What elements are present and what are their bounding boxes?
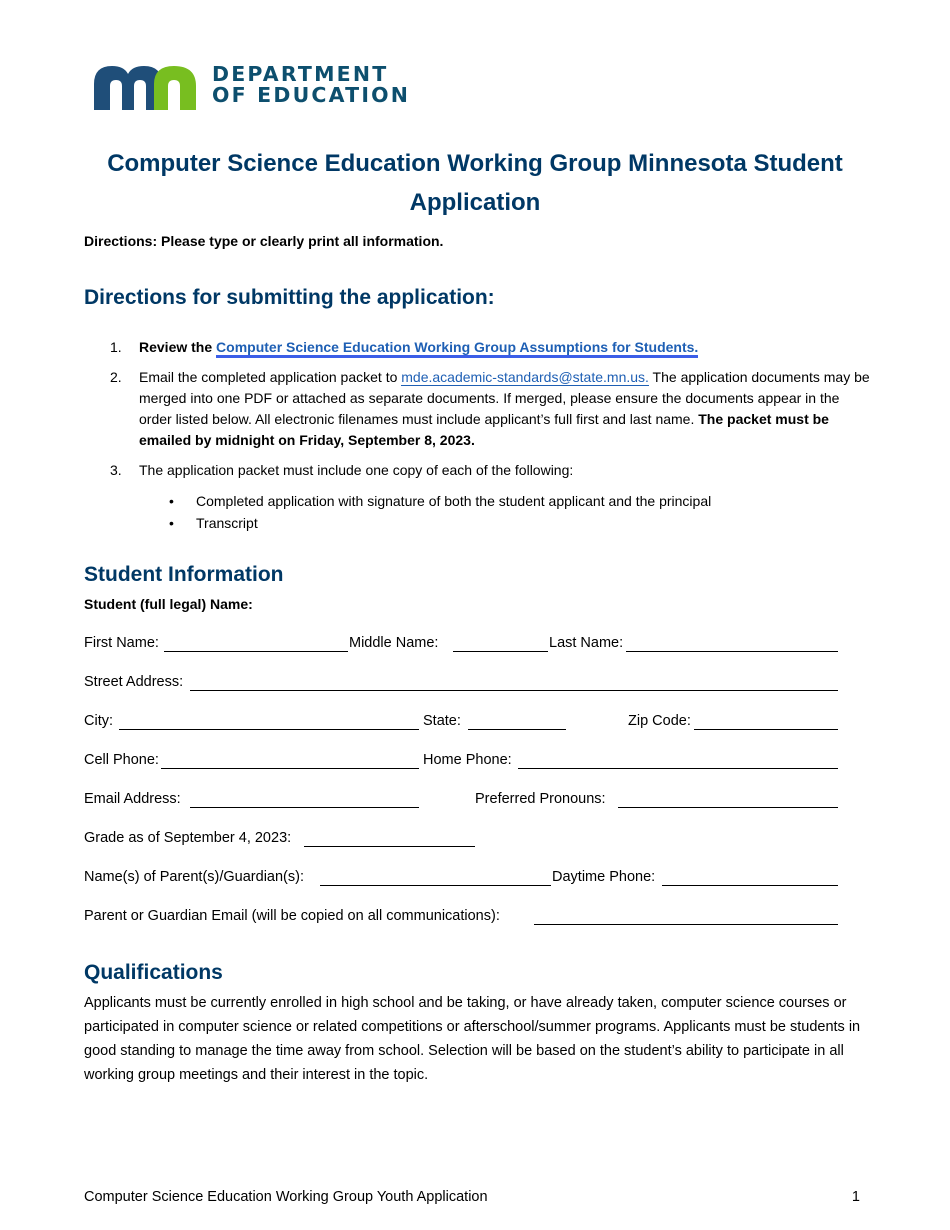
pronouns-field[interactable] <box>618 791 838 808</box>
street-field[interactable] <box>190 674 838 691</box>
state-field[interactable] <box>468 713 566 730</box>
parent-email-field[interactable] <box>534 908 838 925</box>
student-name-label: Student (full legal) Name: <box>84 596 253 612</box>
mde-logo <box>92 62 432 112</box>
assumptions-link[interactable]: Computer Science Education Working Group Assumptions for Students. <box>216 339 698 358</box>
footer-text: Computer Science Education Working Group Youth Application <box>84 1189 488 1205</box>
qualifications-heading: Qualifications <box>84 961 223 984</box>
logo-text <box>212 64 410 106</box>
email-instructions: The application documents may be merged into one PDF or attached as separate documents. If merged, please ensure the documents appear in the order listed below. All electronic filenames must include applicant’s full first and last name. <box>139 369 870 427</box>
last-name-field[interactable] <box>626 635 838 652</box>
qualifications-text: Applicants must be currently enrolled in high school and be taking, or have already taken, computer science courses or participated in computer science or related competitions or afterschool/summer programs. Applicants must be students in good standing to manage the time away from school. Selection will be based on the student’s ability to participate in all working group meetings and their interest in the topic. <box>84 995 861 1083</box>
zip-label: Zip Code: <box>628 713 691 729</box>
middle-name-field[interactable] <box>453 635 548 652</box>
street-label: Street Address: <box>84 674 184 690</box>
daytime-label: Daytime Phone: <box>552 869 656 885</box>
email-field[interactable] <box>190 791 419 808</box>
daytime-field[interactable] <box>662 869 838 886</box>
parents-label: Name(s) of Parent(s)/Guardian(s): <box>84 869 304 885</box>
submit-heading: Directions for submitting the application: <box>84 286 495 309</box>
submit-list <box>110 337 870 543</box>
packet-text: The application packet must include one copy of each of the following: <box>139 462 574 478</box>
middle-name-label: Middle Name: <box>349 635 439 651</box>
email-label: Email Address: <box>84 791 181 807</box>
mn-logo-mark-icon <box>92 62 202 112</box>
cell-field[interactable] <box>161 752 419 769</box>
first-name-field[interactable] <box>164 635 348 652</box>
list-item <box>110 460 870 534</box>
city-field[interactable] <box>119 713 419 730</box>
state-label: State: <box>423 713 461 729</box>
deadline-text: The packet must be emailed by midnight on Friday, September 8, 2023. <box>139 411 829 448</box>
grade-label: Grade as of September 4, 2023: <box>84 830 292 846</box>
student-heading: Student Information <box>84 563 284 586</box>
email-link[interactable]: mde.academic-standards@state.mn.us. <box>401 369 649 385</box>
parents-field[interactable] <box>320 869 551 886</box>
grade-field[interactable] <box>304 830 475 847</box>
page-number: 1 <box>851 1189 860 1205</box>
list-number: 3. <box>110 462 122 478</box>
list-number: 2. <box>110 369 122 385</box>
bullet-item: • Transcript <box>139 512 870 534</box>
list-number: 1. <box>110 339 122 355</box>
list-item <box>110 367 870 451</box>
parent-email-label: Parent or Guardian Email (will be copied on all communications): <box>84 908 500 924</box>
cell-label: Cell Phone: <box>84 752 159 768</box>
home-field[interactable] <box>518 752 838 769</box>
review-prefix: Review the <box>139 339 217 355</box>
home-label: Home Phone: <box>423 752 512 768</box>
email-prefix: Email the completed application packet to <box>139 369 402 385</box>
last-name-label: Last Name: <box>549 635 624 651</box>
first-name-label: First Name: <box>84 635 159 651</box>
bullet-item: • Completed application with signature of both the student applicant and the principal <box>139 490 870 512</box>
directions-text: Directions: Please type or clearly print all information. <box>84 233 444 249</box>
logo-line-1: DEPARTMENT <box>212 62 389 86</box>
page-title: Computer Science Education Working Group Minnesota Student Application <box>107 150 843 216</box>
logo-line-2: OF EDUCATION <box>212 83 411 107</box>
list-item <box>110 337 870 358</box>
city-label: City: <box>84 713 113 729</box>
zip-field[interactable] <box>694 713 838 730</box>
pronouns-label: Preferred Pronouns: <box>475 791 606 807</box>
